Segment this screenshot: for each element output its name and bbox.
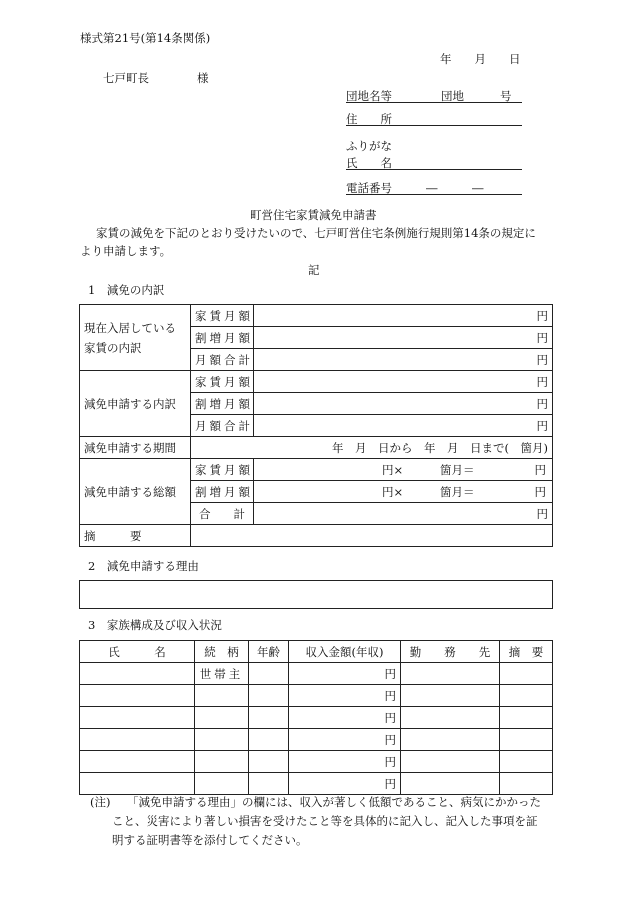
age-cell[interactable] <box>249 729 289 751</box>
yen-times: 円× <box>382 463 404 477</box>
table-row <box>80 707 553 729</box>
income-cell[interactable] <box>289 707 401 729</box>
yen-unit: 円 <box>536 352 548 367</box>
income-cell[interactable] <box>289 729 401 751</box>
calc-cell[interactable] <box>254 459 553 481</box>
income-cell[interactable] <box>289 751 401 773</box>
table-row <box>80 685 553 707</box>
remarks-cell[interactable] <box>500 729 553 751</box>
name-cell[interactable] <box>80 751 195 773</box>
yen-unit: 円 <box>384 688 396 703</box>
requested-breakdown-group: 減免申請する内訳 <box>80 371 191 437</box>
yen-times: 円× <box>382 485 404 499</box>
col-header-remarks: 摘 要 <box>500 641 553 663</box>
row-label: 割増月額 <box>191 327 254 349</box>
amount-cell[interactable] <box>254 415 553 437</box>
yen-unit: 円 <box>384 754 396 769</box>
addressee-honorific: 様 <box>197 71 209 85</box>
yen-unit: 円 <box>384 666 396 681</box>
group1-line1: 現在入居している <box>84 320 176 335</box>
col-header-workplace: 勤 務 先 <box>401 641 500 663</box>
danchi-end: 号 <box>500 89 512 103</box>
remarks-cell[interactable] <box>500 663 553 685</box>
summary-label: 摘 要 <box>80 525 191 547</box>
ki-marker: 記 <box>308 263 320 277</box>
amount-cell[interactable] <box>254 327 553 349</box>
name-cell[interactable] <box>80 707 195 729</box>
col-header-income: 収入金額(年収) <box>289 641 401 663</box>
remarks-cell[interactable] <box>500 685 553 707</box>
row-label: 家賃月額 <box>191 459 254 481</box>
reason-box[interactable] <box>79 580 553 609</box>
document-title: 町営住宅家賃減免申請書 <box>250 208 377 222</box>
furigana-label: ふりがな <box>346 139 392 153</box>
note-line-2: こと、災害により著しい損害を受けたこと等を具体的に記入し、記入した事項を証 <box>112 814 538 828</box>
table-row <box>80 773 553 795</box>
table-row <box>80 729 553 751</box>
household-table <box>79 640 553 795</box>
amount-cell[interactable] <box>254 305 553 327</box>
period-cell[interactable] <box>191 437 553 459</box>
yen-unit: 円 <box>536 308 548 323</box>
workplace-cell[interactable] <box>401 685 500 707</box>
remarks-cell[interactable] <box>500 773 553 795</box>
age-cell[interactable] <box>249 685 289 707</box>
workplace-cell[interactable] <box>401 751 500 773</box>
reduction-breakdown-table <box>79 304 553 547</box>
date-line: 年 月 日 <box>440 52 521 66</box>
name-label: 氏 名 <box>346 156 392 170</box>
addressee-name: 七戸町長 <box>103 71 149 85</box>
relationship-cell[interactable] <box>195 685 249 707</box>
phone-separators: ― ― <box>426 181 484 195</box>
income-cell[interactable] <box>289 685 401 707</box>
name-cell[interactable] <box>80 685 195 707</box>
group1-line2: 家賃の内訳 <box>84 340 142 355</box>
calc-cell[interactable] <box>254 481 553 503</box>
workplace-cell[interactable] <box>401 773 500 795</box>
relationship-cell[interactable] <box>195 773 249 795</box>
row-label: 合 計 <box>191 503 254 525</box>
yen-unit: 円 <box>536 418 548 433</box>
workplace-cell[interactable] <box>401 707 500 729</box>
name-underline <box>346 169 522 170</box>
row-label: 家賃月額 <box>191 305 254 327</box>
period-text: 年 月 日から 年 月 日まで( 箇月) <box>332 440 548 455</box>
relationship-cell[interactable]: 世帯主 <box>195 663 249 685</box>
row-label: 家賃月額 <box>191 371 254 393</box>
yen-unit: 円 <box>536 330 548 345</box>
amount-cell[interactable] <box>254 349 553 371</box>
yen-unit: 円 <box>536 396 548 411</box>
section3-heading: 3 家族構成及び収入状況 <box>88 618 222 632</box>
months-eq: 箇月＝ <box>440 463 475 477</box>
col-header-age: 年齢 <box>249 641 289 663</box>
current-rent-group <box>80 305 191 371</box>
form-number: 様式第21号(第14条関係) <box>80 31 211 45</box>
name-cell[interactable] <box>80 729 195 751</box>
remarks-cell[interactable] <box>500 751 553 773</box>
yen-unit: 円 <box>534 485 546 499</box>
yen-unit: 円 <box>384 732 396 747</box>
age-cell[interactable] <box>249 707 289 729</box>
col-header-relationship: 続 柄 <box>195 641 249 663</box>
amount-cell[interactable] <box>254 393 553 415</box>
table-row <box>80 663 553 685</box>
address-underline <box>346 125 522 126</box>
name-cell[interactable] <box>80 773 195 795</box>
intro-line-1: 家賃の減免を下記のとおり受けたいので、七戸町営住宅条例施行規則第14条の規定に <box>96 226 536 240</box>
intro-line-2: より申請します。 <box>80 244 172 258</box>
amount-cell[interactable] <box>254 503 553 525</box>
relationship-cell[interactable] <box>195 729 249 751</box>
summary-cell[interactable] <box>191 525 553 547</box>
age-cell[interactable] <box>249 663 289 685</box>
requested-total-group: 減免申請する総額 <box>80 459 191 525</box>
row-label: 月額合計 <box>191 349 254 371</box>
workplace-cell[interactable] <box>401 663 500 685</box>
section2-heading: 2 減免申請する理由 <box>88 559 199 573</box>
yen-unit: 円 <box>536 506 548 521</box>
row-label: 割増月額 <box>191 481 254 503</box>
yen-unit: 円 <box>384 710 396 725</box>
income-cell[interactable] <box>289 663 401 685</box>
phone-label: 電話番号 <box>346 181 392 195</box>
age-cell[interactable] <box>249 751 289 773</box>
yen-unit: 円 <box>384 776 396 791</box>
relationship-cell[interactable] <box>195 707 249 729</box>
row-label: 割増月額 <box>191 393 254 415</box>
danchi-label: 団地名等 <box>346 89 392 103</box>
relationship-cell[interactable] <box>195 751 249 773</box>
danchi-underline <box>346 102 522 103</box>
age-cell[interactable] <box>249 773 289 795</box>
row-label: 月額合計 <box>191 415 254 437</box>
address-label: 住 所 <box>346 112 392 126</box>
income-cell[interactable] <box>289 773 401 795</box>
remarks-cell[interactable] <box>500 707 553 729</box>
note-line-1: 「減免申請する理由」の欄には、収入が著しく低額であること、病気にかかった <box>127 795 541 809</box>
danchi-mid: 団地 <box>441 89 464 103</box>
workplace-cell[interactable] <box>401 729 500 751</box>
phone-underline <box>346 194 522 195</box>
note-line-3: 明する証明書等を添付してください。 <box>112 833 308 847</box>
period-label: 減免申請する期間 <box>80 437 191 459</box>
col-header-name: 氏 名 <box>80 641 195 663</box>
yen-unit: 円 <box>536 374 548 389</box>
yen-unit: 円 <box>534 463 546 477</box>
table-row <box>80 751 553 773</box>
name-cell[interactable] <box>80 663 195 685</box>
note-label: (注) <box>90 795 111 809</box>
months-eq: 箇月＝ <box>440 485 475 499</box>
amount-cell[interactable] <box>254 371 553 393</box>
section1-heading: 1 減免の内訳 <box>88 283 165 297</box>
